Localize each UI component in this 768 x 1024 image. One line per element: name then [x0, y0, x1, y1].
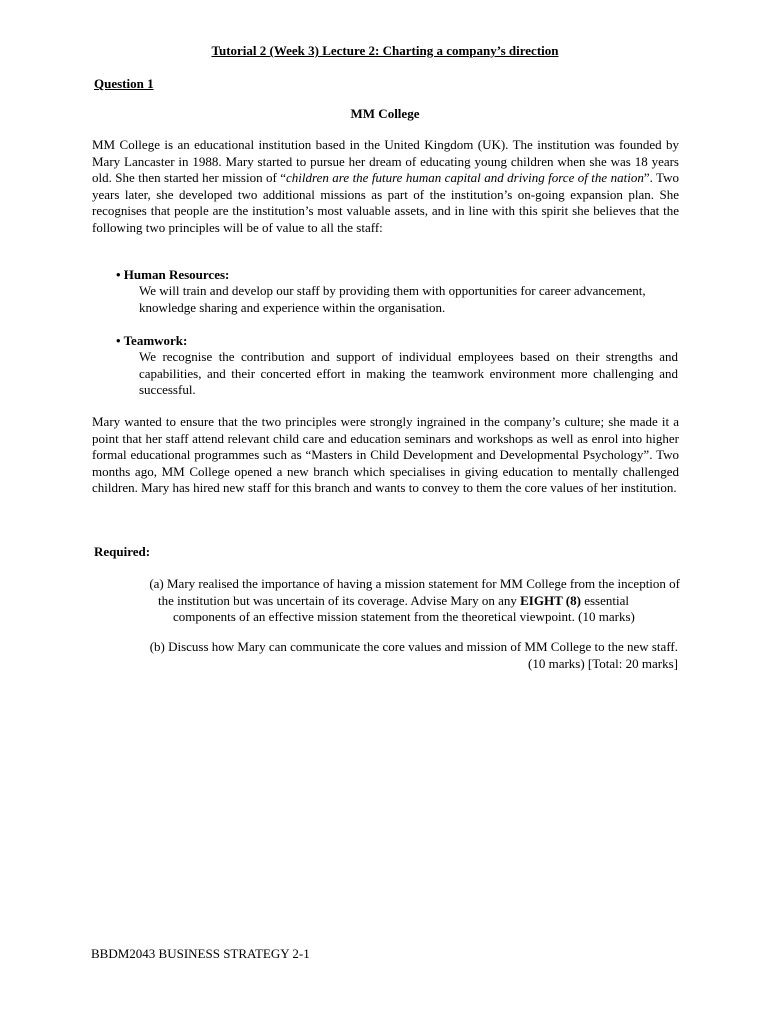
question-b	[94, 639, 678, 672]
question-a-line2-text: the institution but was uncertain of its coverage. Advise Mary on any	[158, 592, 521, 608]
question-a	[94, 576, 680, 626]
page-footer: BBDM2043 BUSINESS STRATEGY 2-1	[91, 946, 310, 961]
question-a-line1: (a) Mary realised the importance of having a mission statement for MM College from the inception of	[149, 576, 680, 591]
intro-paragraph	[92, 137, 679, 236]
culture-paragraph: Mary wanted to ensure that the two principles were strongly ingrained in the company’s culture; she made it a point that her staff attend relevant child care and education seminars and workshops as well as enrol into higher formal educational programmes such as “Masters in Child Development and Developmental Psychology”. Two months ago, MM College opened a new branch which specialises in giving education to mentally challenged children. Mary has hired new staff for this branch and wants to convey to them the core values of her institution.	[92, 414, 679, 495]
principle-heading-teamwork: • Teamwork:	[116, 333, 188, 348]
question-b-line1: (b) Discuss how Mary can communicate the core values and mission of MM College to the new staff.	[149, 639, 678, 654]
intro-text-part2: ”. Two years later, she developed two additional missions as part of the institution’s on-going expansion plan. She recognises that people are the institution’s most valuable assets, and in line with this spirit she believes that the following two principles will be of value to all the staff:	[92, 170, 679, 235]
page-title: Tutorial 2 (Week 3) Lecture 2: Charting a company’s direction	[211, 43, 559, 58]
question-a-line2-end: essential	[580, 592, 629, 608]
question-label: Question 1	[94, 76, 154, 91]
principle-body-human-resources: We will train and develop our staff by providing them with opportunities for career advancement, knowledge sharing and experience within the organisation.	[139, 283, 646, 315]
question-a-line2	[94, 593, 680, 610]
required-label: Required:	[94, 544, 151, 559]
mission-quote: children are the future human capital and driving force of the nation	[286, 170, 644, 185]
principle-heading-human-resources: • Human Resources:	[116, 267, 230, 282]
intro-text-part1: MM College is an educational institution based in the United Kingdom (UK). The institution was founded by Mary Lancaster in 1988. Mary started to pursue her dream of educating young children when she was 18 years old. She then started her mission of “	[92, 137, 679, 185]
question-b-marks: (10 marks) [Total: 20 marks]	[528, 655, 678, 671]
question-a-emphasis: EIGHT (8)	[520, 592, 581, 608]
question-a-line3: components of an effective mission statement from the theoretical viewpoint. (10 marks)	[173, 609, 635, 624]
case-title: MM College	[350, 106, 420, 121]
principle-body-teamwork: We recognise the contribution and support of individual employees based on their strengths and capabilities, and their concerted effort in making the teamwork environment more challenging and successful.	[139, 349, 678, 397]
